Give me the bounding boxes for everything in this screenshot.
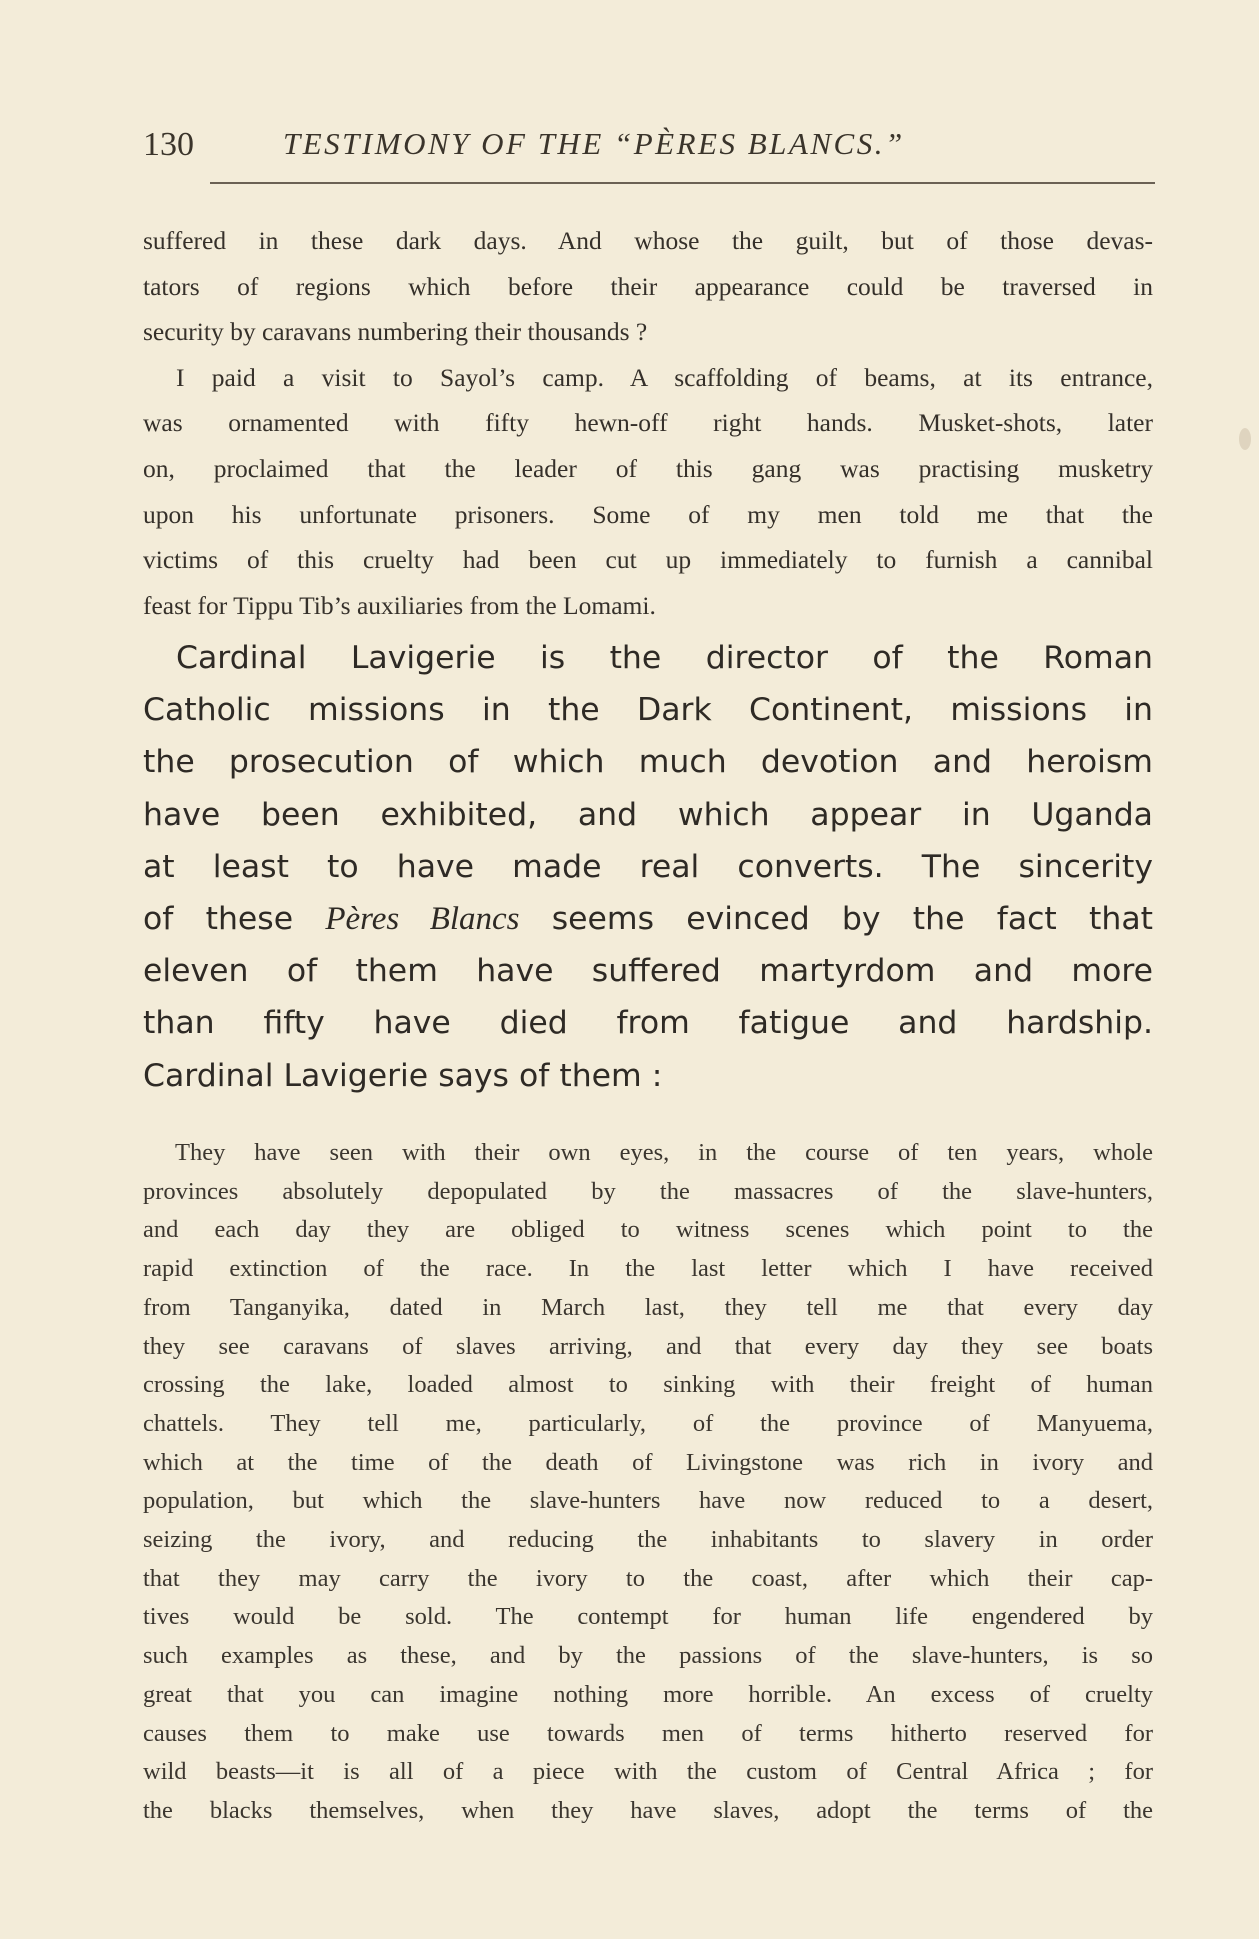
- paper-smudge: [1239, 428, 1251, 450]
- commentary-line: eleven of them have suffered martyrdom and more: [143, 953, 1153, 990]
- text-line: suffered in these dark days. And whose the guilt, but of those devas-: [143, 226, 1153, 255]
- text-line: causes them to make use towards men of terms hitherto reserved for: [143, 1719, 1153, 1747]
- text-line: upon his unfortunate prisoners. Some of my men told me that the: [143, 499, 1153, 529]
- commentary-line: Cardinal Lavigerie says of them :: [143, 1057, 663, 1094]
- commentary-line: at least to have made real converts. The sincerity: [143, 848, 1153, 885]
- commentary-fragment: seems evinced by the fact that: [551, 901, 1153, 938]
- text-line: security by caravans numbering their thousands ?: [143, 317, 648, 347]
- commentary-paragraph: [143, 632, 1153, 1102]
- commentary-line: Cardinal Lavigerie is the director of the Roman: [176, 640, 1153, 676]
- text-line: rapid extinction of the race. In the last letter which I have received: [143, 1255, 1153, 1283]
- text-line: I paid a visit to Sayol’s camp. A scaffolding of beams, at its entrance,: [176, 362, 1153, 392]
- text-line: such examples as these, and by the passions of the slave-hunters, is so: [143, 1642, 1153, 1670]
- text-line: that they may carry the ivory to the coast, after which their cap-: [143, 1564, 1153, 1592]
- commentary-line: [143, 893, 1153, 945]
- text-line: was ornamented with fifty hewn-off right hands. Musket-shots, later: [143, 408, 1153, 438]
- text-line: feast for Tippu Tib’s auxiliaries from the Lomami.: [143, 590, 656, 620]
- header-rule: [210, 182, 1155, 184]
- text-line: wild beasts—it is all of a piece with the custom of Central Africa ; for: [143, 1758, 1153, 1786]
- commentary-line: than fifty have died from fatigue and hardship.: [143, 1005, 1153, 1042]
- running-title: TESTIMONY OF THE “PÈRES BLANCS.”: [283, 126, 905, 161]
- text-line: tators of regions which before their appearance could be traversed in: [143, 271, 1153, 301]
- text-line: and each day they are obliged to witness scenes which point to the: [143, 1216, 1153, 1244]
- commentary-line: Catholic missions in the Dark Continent, missions in: [143, 692, 1153, 729]
- text-line: tives would be sold. The contempt for human life engendered by: [143, 1603, 1153, 1631]
- text-line: chattels. They tell me, particularly, of the province of Manyuema,: [143, 1409, 1153, 1437]
- bottom-quote: [143, 1134, 1153, 1831]
- text-line: provinces absolutely depopulated by the massacres of the slave-hunters,: [143, 1177, 1153, 1205]
- text-line: population, but which the slave-hunters have now reduced to a desert,: [143, 1487, 1153, 1515]
- text-line: They have seen with their own eyes, in the course of ten years, whole: [175, 1139, 1153, 1166]
- text-line: seizing the ivory, and reducing the inhabitants to slavery in order: [143, 1526, 1153, 1554]
- text-line: they see caravans of slaves arriving, and that every day they see boats: [143, 1332, 1153, 1360]
- top-quote: [143, 218, 1153, 628]
- text-line: from Tanganyika, dated in March last, they tell me that every day: [143, 1293, 1153, 1321]
- text-line: which at the time of the death of Livingstone was rich in ivory and: [143, 1448, 1153, 1476]
- commentary-line: the prosecution of which much devotion and heroism: [143, 744, 1153, 781]
- page-number: 130: [143, 126, 194, 163]
- text-line: crossing the lake, loaded almost to sinking with their freight of human: [143, 1371, 1153, 1399]
- text-line: the blacks themselves, when they have slaves, adopt the terms of the: [143, 1796, 1153, 1824]
- italic-term: Pères Blancs: [325, 901, 520, 938]
- text-line: victims of this cruelty had been cut up immediately to furnish a cannibal: [143, 545, 1153, 575]
- commentary-fragment: of these: [143, 901, 294, 938]
- text-line: on, proclaimed that the leader of this gang was practising musketry: [143, 453, 1153, 483]
- page-header: [143, 120, 1153, 172]
- text-line: great that you can imagine nothing more horrible. An excess of cruelty: [143, 1680, 1153, 1708]
- commentary-line: have been exhibited, and which appear in Uganda: [143, 796, 1153, 833]
